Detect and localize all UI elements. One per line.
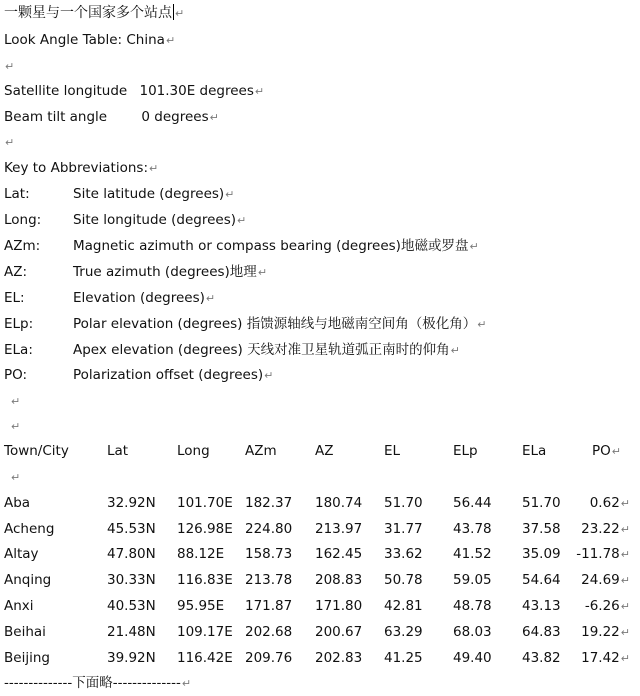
paragraph-mark-icon: ↵ xyxy=(175,7,185,20)
satellite-longitude-value: 101.30E degrees xyxy=(139,83,254,99)
table-cell: Beijing xyxy=(4,650,50,666)
paragraph-mark-icon: ↵ xyxy=(620,548,630,561)
abbreviation-key: Lat: xyxy=(4,186,30,202)
table-header-row xyxy=(0,440,640,462)
paragraph-mark-icon: ↵ xyxy=(209,111,219,124)
table-cell: 40.53N xyxy=(107,598,156,614)
abbreviation-key: EL: xyxy=(4,290,25,306)
table-header-cell: AZm xyxy=(245,443,277,459)
table-cell: 45.53N xyxy=(107,521,156,537)
table-cell: -11.78 xyxy=(576,546,620,562)
omitted-footer: --------------下面略--------------↵ xyxy=(4,675,192,691)
table-cell: 37.58 xyxy=(522,521,561,537)
abbreviation-description: Polarization offset (degrees) xyxy=(73,367,264,383)
empty-paragraph xyxy=(10,466,20,488)
table-row xyxy=(0,595,640,617)
table-cell: 51.70 xyxy=(522,495,561,511)
table-cell: 213.78 xyxy=(245,572,293,588)
paragraph-mark-icon: ↵ xyxy=(477,318,487,331)
table-subtitle: Look Angle Table: China↵ xyxy=(4,32,176,48)
table-cell: 17.42 xyxy=(581,650,620,666)
table-cell: Altay xyxy=(4,546,39,562)
table-header-cell: PO xyxy=(592,443,611,459)
table-cell: 0.62 xyxy=(589,495,620,511)
beam-tilt-label: Beam tilt angle xyxy=(4,109,108,125)
paragraph-mark-icon: ↵ xyxy=(149,162,159,175)
table-row xyxy=(0,647,640,669)
paragraph-mark-icon: ↵ xyxy=(620,574,630,587)
table-cell: 56.44 xyxy=(453,495,492,511)
abbreviation-description: True azimuth (degrees)地理 xyxy=(73,264,257,280)
table-cell: 30.33N xyxy=(107,572,156,588)
paragraph-mark-icon: ↵ xyxy=(469,240,479,253)
table-cell: 101.70E xyxy=(177,495,233,511)
document-title[interactable]: 一颗星与一个国家多个站点 ↵ xyxy=(4,5,185,21)
table-header-cell: Town/City xyxy=(4,443,69,459)
table-header-cell: Lat xyxy=(107,443,129,459)
table-cell: 208.83 xyxy=(315,572,363,588)
table-cell: -6.26 xyxy=(584,598,620,614)
table-cell: 49.40 xyxy=(453,650,492,666)
paragraph-mark-icon: ↵ xyxy=(5,60,15,73)
table-cell: 47.80N xyxy=(107,546,156,562)
paragraph-mark-icon: ↵ xyxy=(620,497,630,510)
table-cell: 171.80 xyxy=(315,598,363,614)
paragraph-mark-icon: ↵ xyxy=(11,471,21,484)
table-cell: 162.45 xyxy=(315,546,363,562)
table-cell: Anqing xyxy=(4,572,52,588)
abbreviation-description: Site longitude (degrees) xyxy=(73,212,236,228)
table-row xyxy=(0,492,640,514)
table-cell: 42.81 xyxy=(384,598,423,614)
table-cell: 64.83 xyxy=(522,624,561,640)
beam-tilt-value: 0 degrees xyxy=(141,109,209,125)
paragraph-mark-icon: ↵ xyxy=(5,136,15,149)
table-cell: 171.87 xyxy=(245,598,293,614)
table-cell: 116.83E xyxy=(177,572,233,588)
paragraph-mark-icon: ↵ xyxy=(225,188,235,201)
table-cell: 88.12E xyxy=(177,546,225,562)
abbreviation-description: Apex elevation (degrees) 天线对准卫星轨道弧正南时的仰角 xyxy=(73,342,450,358)
abbreviation-key: ELa: xyxy=(4,342,33,358)
table-cell: 182.37 xyxy=(245,495,293,511)
abbreviation-key: AZ: xyxy=(4,264,28,280)
paragraph-mark-icon: ↵ xyxy=(165,34,176,47)
table-cell: 95.95E xyxy=(177,598,225,614)
table-cell: 31.77 xyxy=(384,521,423,537)
table-header-cell: Long xyxy=(177,443,210,459)
paragraph-mark-icon: ↵ xyxy=(181,677,192,690)
paragraph-mark-icon: ↵ xyxy=(450,344,460,357)
table-cell: 126.98E xyxy=(177,521,233,537)
table-cell: 33.62 xyxy=(384,546,423,562)
paragraph-mark-icon: ↵ xyxy=(205,292,216,305)
table-cell: 68.03 xyxy=(453,624,492,640)
table-cell: Beihai xyxy=(4,624,46,640)
paragraph-mark-icon: ↵ xyxy=(264,369,274,382)
table-cell: 54.64 xyxy=(522,572,561,588)
paragraph-mark-icon: ↵ xyxy=(620,600,630,613)
table-header-cell: ELp xyxy=(453,443,478,459)
table-cell: 50.78 xyxy=(384,572,423,588)
table-cell: 41.25 xyxy=(384,650,423,666)
abbreviation-description: Magnetic azimuth or compass bearing (degrees)地磁或罗盘 xyxy=(73,238,469,254)
table-cell: 224.80 xyxy=(245,521,293,537)
paragraph-mark-icon: ↵ xyxy=(254,85,265,98)
table-cell: 109.17E xyxy=(177,624,233,640)
table-cell: 39.92N xyxy=(107,650,156,666)
table-cell: 24.69 xyxy=(581,572,620,588)
table-cell: 209.76 xyxy=(245,650,293,666)
table-cell: Anxi xyxy=(4,598,34,614)
paragraph-mark-icon: ↵ xyxy=(11,420,21,433)
table-cell: 200.67 xyxy=(315,624,363,640)
table-cell: 51.70 xyxy=(384,495,423,511)
abbreviation-key: AZm: xyxy=(4,238,41,254)
satellite-longitude-label: Satellite longitude xyxy=(4,83,128,99)
paragraph-mark-icon: ↵ xyxy=(620,523,630,536)
table-cell: 21.48N xyxy=(107,624,156,640)
table-cell: 158.73 xyxy=(245,546,293,562)
table-row xyxy=(0,518,640,540)
table-row xyxy=(0,543,640,565)
paragraph-mark-icon: ↵ xyxy=(611,445,621,458)
table-cell: 202.83 xyxy=(315,650,363,666)
paragraph-mark-icon: ↵ xyxy=(257,266,268,279)
table-cell: 48.78 xyxy=(453,598,492,614)
table-cell: 202.68 xyxy=(245,624,293,640)
table-cell: 19.22 xyxy=(581,624,620,640)
table-cell: 41.52 xyxy=(453,546,492,562)
abbreviation-description: Site latitude (degrees) xyxy=(73,186,225,202)
table-cell: Aba xyxy=(4,495,31,511)
table-cell: 116.42E xyxy=(177,650,233,666)
table-row xyxy=(0,569,640,591)
abbreviation-key: Long: xyxy=(4,212,42,228)
abbreviation-description: Polar elevation (degrees) 指馈源轴线与地磁南空间角（极化角） xyxy=(73,316,477,332)
table-cell: 43.13 xyxy=(522,598,561,614)
paragraph-mark-icon: ↵ xyxy=(237,214,247,227)
table-cell: 213.97 xyxy=(315,521,363,537)
abbreviation-key: ELp: xyxy=(4,316,34,332)
table-cell: 35.09 xyxy=(522,546,561,562)
paragraph-mark-icon: ↵ xyxy=(620,626,630,639)
table-cell: 43.82 xyxy=(522,650,561,666)
paragraph-mark-icon: ↵ xyxy=(11,395,21,408)
abbreviations-heading: Key to Abbreviations:↵ xyxy=(4,160,159,176)
table-cell: 43.78 xyxy=(453,521,492,537)
table-cell: Acheng xyxy=(4,521,55,537)
table-cell: 63.29 xyxy=(384,624,423,640)
table-cell: 23.22 xyxy=(581,521,620,537)
table-cell: 180.74 xyxy=(315,495,363,511)
table-header-cell: EL xyxy=(384,443,401,459)
paragraph-mark-icon: ↵ xyxy=(620,652,630,665)
abbreviation-key: PO: xyxy=(4,367,28,383)
table-row xyxy=(0,621,640,643)
table-cell: 59.05 xyxy=(453,572,492,588)
table-header-cell: ELa xyxy=(522,443,547,459)
abbreviation-description: Elevation (degrees) xyxy=(73,290,205,306)
table-cell: 32.92N xyxy=(107,495,156,511)
table-header-cell: AZ xyxy=(315,443,334,459)
